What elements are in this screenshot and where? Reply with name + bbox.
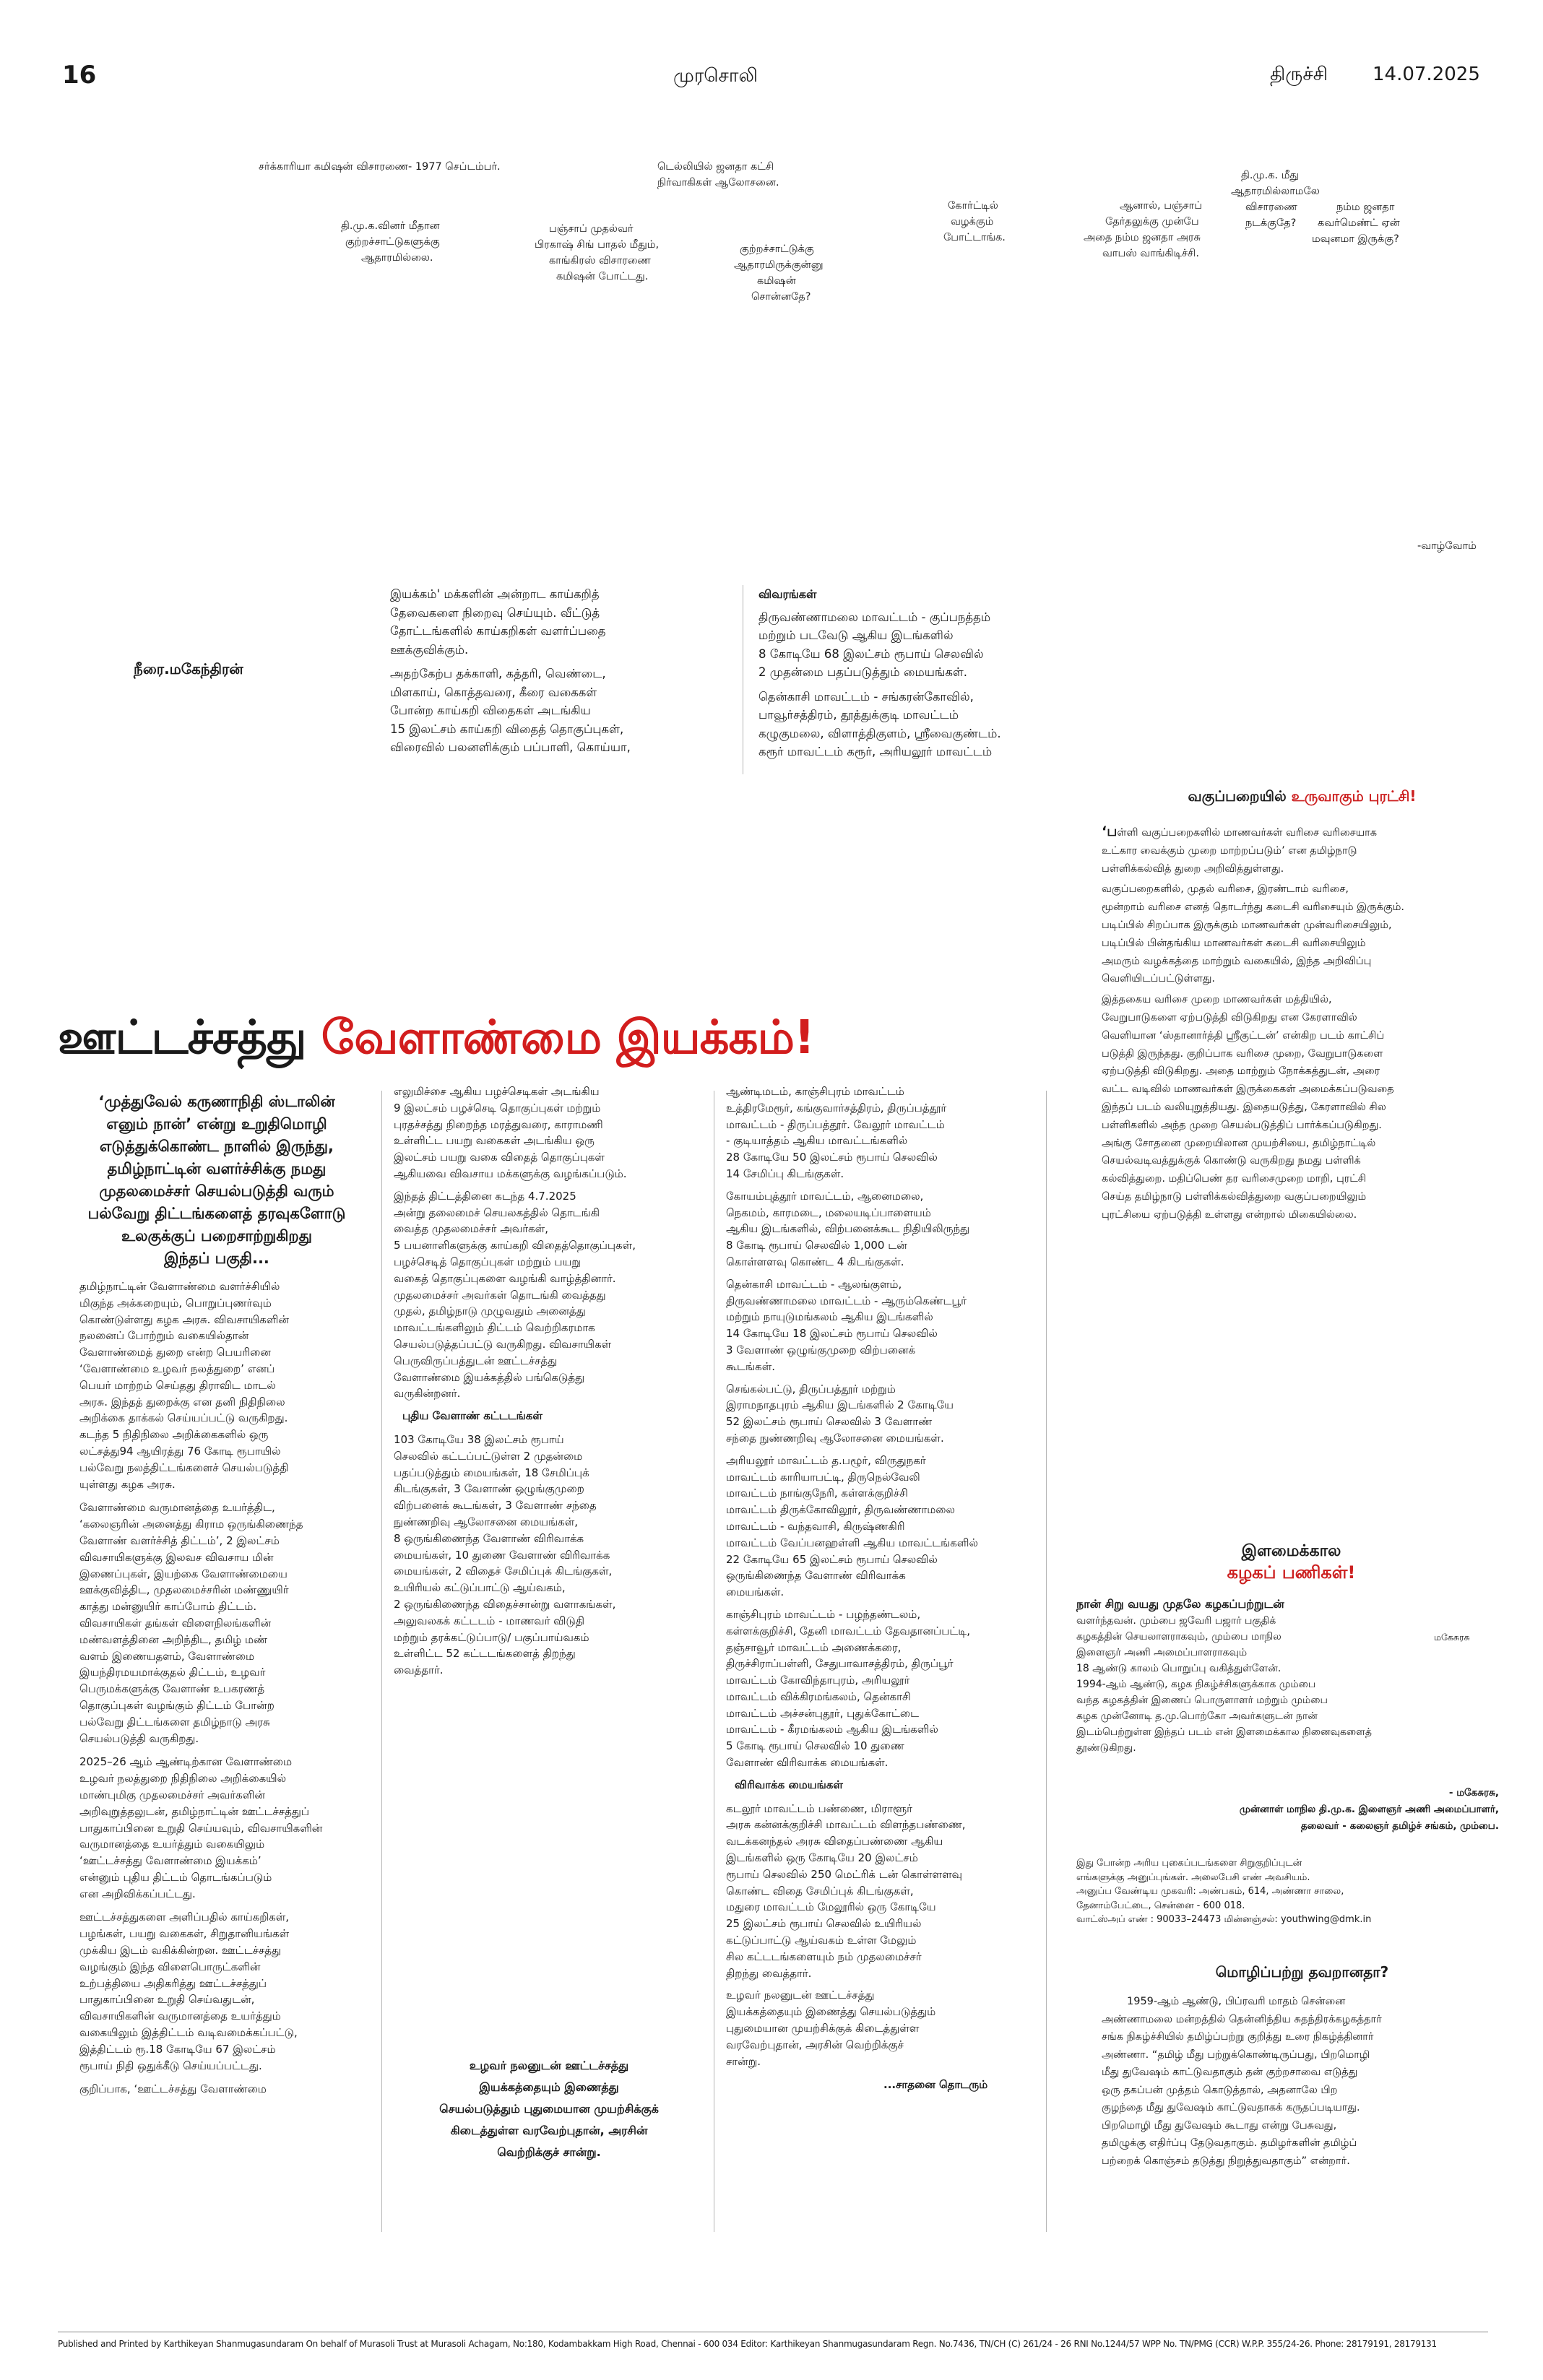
text-line: வேளாண் வளர்ச்சித் திட்டம்’, 2 இலட்சம் <box>79 1533 280 1547</box>
text-line: மையங்கள், 10 துணை வேளாண் விரிவாக்க <box>394 1548 610 1562</box>
text-line: உழவர் நலத்துறை நிதிநிலை அறிக்கையில் <box>79 1772 287 1786</box>
text-line: உயிரியல் கட்டுப்பாட்டு ஆய்வகம், <box>394 1581 566 1595</box>
signature-line: முன்னாள் மாநில தி.மு.க. இளைஞர் அணி அமைப்பாளர், <box>1239 1804 1499 1815</box>
text-line: மாவட்டம் திருக்கோவிலூர், திருவண்ணாமலை <box>726 1503 955 1517</box>
text-line: புதுமையான முயற்சிக்குக் கிடைத்துள்ள <box>726 2022 920 2035</box>
text-line: வகையிலும் இத்திட்டம் வடிவமைக்கப்பட்டு, <box>79 2026 298 2040</box>
text-line: வெளியான ‘ஸ்தானார்த்தி ஸ்ரீகுட்டன்’ என்கிற படம் காட்சிப் <box>1102 1029 1385 1042</box>
sidebar-article <box>1102 787 1503 1224</box>
text-line: வெளியிடப்பட்டுள்ளது. <box>1102 973 1216 985</box>
cartoon-bubble: பஞ்சாப் முதல்வர் <box>549 223 634 235</box>
text-line: இந்தப் படம் வலியுறுத்தியது. இதையடுத்து, கேரளாவில் சில <box>1102 1101 1386 1113</box>
column-divider <box>381 1091 382 2232</box>
text-line: மாவட்டம் காரியாபட்டி, திருநெல்வேலி <box>726 1470 920 1484</box>
cartoon-bubble: ஆதாரமில்லை. <box>361 252 433 264</box>
text-line: திருச்சிராப்பள்ளி, சேதுபாவாசத்திரம், திருப்பூர் <box>726 1657 954 1671</box>
headline-black: ஊட்டச்சத்து <box>58 1011 321 1065</box>
text-line: செய்த தமிழ்நாடு பள்ளிக்கல்வித்துறை வகுப்பறையிலும் <box>1102 1190 1367 1203</box>
text-line: 9 இலட்சம் பழச்செடி தொகுப்புகள் மற்றும் <box>394 1101 601 1115</box>
text-line: உள்ளிட்ட பயறு வகைகள் அடங்கிய ஒரு <box>394 1134 595 1148</box>
text-line: ஆகிய இடங்களில், விற்பனைக்கூட நிதியிலிருந்து <box>726 1222 970 1236</box>
text-line: பாதுகாப்பினை உறுதி செய்வதுடன், <box>79 1993 255 2007</box>
text-line: கட்டுப்பாட்டு ஆய்வகம் உள்ள மேலும் <box>726 1934 917 1947</box>
text-line: மாவட்டம் வேப்பனஹள்ளி ஆகிய மாவட்டங்களில் <box>726 1536 978 1549</box>
text-line: அதற்கேற்ப தக்காளி, கத்தரி, வெண்டை, <box>390 667 606 680</box>
cartoon-bubble: விசாரணை <box>1245 202 1297 213</box>
cartoon-bubble: போட்டாங்க. <box>943 232 1006 243</box>
text-line: கடலூர் மாவட்டம் பண்ணை, மிராளூர் <box>726 1801 913 1815</box>
cartoon-bubble: வாபஸ் வாங்கிடிச்சி. <box>1102 248 1199 259</box>
text-line: விவசாயிகள் தங்கள் விளைநிலங்களின் <box>79 1616 272 1630</box>
text-line: அண்ணாமலை மன்றத்தில் தென்னிந்திய சுதந்திரக்கழகத்தார் <box>1102 2013 1382 2025</box>
text-line: 52 இலட்சம் ரூபாய் செலவில் 3 வேளாண் <box>726 1415 933 1429</box>
text-line: காத்து மன்னுயிர் காப்போம் திட்டம். <box>79 1600 257 1614</box>
text-line: சான்று. <box>726 2054 761 2068</box>
text-line <box>1102 823 1503 842</box>
text-line: வைத்தார். <box>394 1663 444 1677</box>
text-line: அங்கு சோதனை முறையிலான முயற்சியை, தமிழ்நாட்டில் <box>1102 1137 1376 1149</box>
text-line: மாவட்டம் நாங்குநேரி, கள்ளக்குறிச்சி <box>726 1487 908 1500</box>
text-line: கழகத்தின் செயலாளராகவும், மும்பை மாநில <box>1076 1631 1281 1643</box>
continued-note: ...சாதனை தொடரும் <box>883 2078 988 2092</box>
text-line: தஞ்சாவூர் மாவட்டம் அணைக்கரை, <box>726 1640 902 1654</box>
text-line: பழச்செடித் தொகுப்புகள் மற்றும் பயறு <box>394 1255 581 1268</box>
text-line: உட்கார வைக்கும் முறை மாற்றப்படும்’ என தமிழ்நாடு <box>1102 844 1357 857</box>
text-line: 28 கோடியே 50 இலட்சம் ரூபாய் செலவில் <box>726 1151 938 1164</box>
text-line: வகுப்பறைகளில், முதல் வரிசை, இரண்டாம் வரிசை, <box>1102 883 1349 896</box>
text-line: சில கட்டடங்களையும் நம் முதலமைச்சர் <box>726 1950 922 1963</box>
text-line: அலுவலகக் கட்டடம் - மாணவர் விடுதி <box>394 1614 585 1627</box>
text-line: இடம்பெற்றுள்ள இந்தப் படம் என் இளமைக்கால நினைவுகளைத் <box>1076 1726 1372 1738</box>
text-line: மற்றும் படவேடு ஆகிய இடங்களில் <box>758 628 954 642</box>
cartoon-bubble: வழக்கும் <box>951 216 994 228</box>
text-line: அண்ணா. “தமிழ் மீது பற்றுக்கொண்டிருப்பது, பிறமொழி <box>1102 2048 1370 2061</box>
text-line: இணைப்புகள், இயற்கை வேளாண்மையை <box>79 1567 288 1580</box>
text-line: 2 ஒருங்கிணைந்த விதைச்சான்று வளாகங்கள், <box>394 1597 616 1611</box>
text-line: ரூபாய் செலவில் 250 மெட்ரிக் டன் கொள்ளளவு <box>726 1867 962 1881</box>
text-line: வேளாண்மைத் துறை என்ற பெயரினை <box>79 1346 271 1359</box>
cartoon-bubble: நிர்வாகிகள் ஆலோசனை. <box>657 177 779 189</box>
text-line: கழுகுமலை, விளாத்திகுளம், ஸ்ரீவைகுண்டம். <box>758 726 1001 740</box>
youth-title-red: கழகப் பணிகள்! <box>1227 1562 1356 1583</box>
text-line: வேளாண்மை வருமானத்தை உயர்த்திட, <box>79 1501 275 1515</box>
intro-line: தமிழ்நாட்டின் வளர்ச்சிக்கு நமது <box>107 1160 327 1177</box>
text-line: கரூர் மாவட்டம் கரூர், அரியலூர் மாவட்டம் <box>758 745 993 758</box>
cartoon-panel <box>58 137 1488 563</box>
cartoon-bubble: தி.மு.க.வினர் மீதான <box>341 220 440 232</box>
cartoon-bubble: குற்றச்சாட்டுகளுக்கு <box>345 236 440 248</box>
main-headline <box>58 1011 814 1070</box>
intro-line: உலகுக்குப் பறைசாற்றுகிறது <box>121 1227 312 1245</box>
text-line: மாவட்டம் - திருப்பத்தூர். வேலூர் மாவட்டம் <box>726 1117 945 1131</box>
cartoon-bubble: அதை நம்ம ஜனதா அரசு <box>1084 232 1201 243</box>
text-line: மையங்கள். <box>726 1585 785 1599</box>
cartoon-bubble: சொன்னதே? <box>751 291 811 303</box>
dropcap: ‘ப <box>1102 823 1118 839</box>
text-line: தென்காசி மாவட்டம் - ஆலங்குளம், <box>726 1277 902 1291</box>
cartoon-bubble: குற்றச்சாட்டுக்கு <box>740 243 814 255</box>
text-line: மூன்றாம் வரிசை எனத் தொடர்ந்து கடைசி வரிசையும் இருக்கும். <box>1102 901 1405 914</box>
text-line: வைத்த முதலமைச்சர் அவர்கள், <box>394 1222 548 1236</box>
text-line: மிளகாய், கொத்தவரை, கீரை வகைகள் <box>390 685 597 699</box>
signature-line: - மகேசுரசு, <box>1448 1787 1499 1799</box>
cartoon-signoff: -வாழ்வோம் <box>1417 540 1477 552</box>
contact-line: அனுப்ப வேண்டிய முகவரி: அண்பகம், 614, அண்ணா சாலை, <box>1076 1886 1344 1897</box>
text-line: கூடங்கள். <box>726 1359 776 1373</box>
text-line <box>1076 1596 1506 1613</box>
text-line: மீது துவேஷம் காட்டுவதாகும் தன் குற்றசாவை எடுத்து <box>1102 2067 1358 2078</box>
text-line: பழங்கள், பயறு வகைகள், சிறுதானியங்கள் <box>79 1927 290 1941</box>
text-line: அரசு கன்னக்குறிச்சி மாவட்டம் விளந்தபண்ணை, <box>726 1818 966 1832</box>
text-line: இடங்களில் ஒரு கோடியே 20 இலட்சம் <box>726 1851 918 1865</box>
edition-name: திருச்சி <box>1270 64 1328 85</box>
text-line: கொண்ட விதை சேமிப்புக் கிடங்குகள், <box>726 1884 914 1897</box>
text-line: நலனைப் போற்றும் வகையில்தான் <box>79 1329 249 1343</box>
text-line: பல்வேறு நலத்திட்டங்களைச் செயல்படுத்தி <box>79 1461 289 1474</box>
text-line: என அறிவிக்கப்பட்டது. <box>79 1887 196 1900</box>
text-line: செயல்வடிவத்துக்குக் கொண்டு வருகிறது நமது பள்ளிக் <box>1102 1155 1361 1167</box>
text-line: 1959-ஆம் ஆண்டு, பிப்ரவரி மாதம் சென்னை <box>1127 1996 1346 2007</box>
cartoon-bubble: மவுனமா இருக்கு? <box>1312 233 1399 245</box>
text-line: சந்தை நுண்ணறிவு ஆலோசனை மையங்கள். <box>726 1431 944 1445</box>
text-line: முதலமைச்சர் அவர்கள் தொடங்கி வைத்தது <box>394 1288 606 1302</box>
text-line: லட்சத்து94 ஆயிரத்து 76 கோடி ரூபாயில் <box>79 1444 281 1458</box>
text-line: ஊக்குவித்திட, முதலமைச்சரின் மண்ணுயிர் <box>79 1583 289 1597</box>
text-line: வருமானத்தை உயர்த்தும் வகையிலும் <box>79 1838 265 1851</box>
text-line: வேளாண்மை இயக்கத்தில் பங்கெடுத்து <box>394 1370 585 1384</box>
text-line: இயக்கத்தையும் இணைத்து செயல்படுத்தும் <box>726 2005 936 2019</box>
text-line: 8 கோடியே 68 இலட்சம் ரூபாய் செலவில் <box>758 646 984 661</box>
cartoonist-name: நீரை.மகேந்திரன் <box>134 660 243 678</box>
text-line: கடந்த 5 நிதிநிலை அறிக்கைகளில் ஒரு <box>79 1428 269 1442</box>
text-line: வட்ட வடிவில் மாணவர்கள் இருக்கைகள் அமைக்கப்படுவதை <box>1102 1083 1394 1096</box>
text-line: வருகின்றனர். <box>394 1387 461 1401</box>
text-line: ரூபாய் நிதி ஒதுக்கீடு செய்யப்பட்டது. <box>79 2059 262 2072</box>
text-line: இளைஞர் அணி அமைப்பாளராகவும் <box>1076 1647 1248 1658</box>
text-line: 14 சேமிப்பு கிடங்குகள். <box>726 1167 844 1180</box>
text-line: வகைத் தொகுப்புகளை வழங்கி வாழ்த்தினார். <box>394 1271 616 1285</box>
text-line: விற்பனைக் கூடங்கள், 3 வேளாண் சந்தை <box>394 1499 597 1513</box>
text-line: மாண்புமிகு முதலமைச்சர் அவர்களின் <box>79 1788 265 1801</box>
text-line: 14 கோடியே 18 இலட்சம் ரூபாய் செலவில் <box>726 1327 938 1341</box>
intro-line: ‘முத்துவேல் கருணாநிதி ஸ்டாலின் <box>98 1093 335 1110</box>
text-line: சங்க நிகழ்ச்சியில் தமிழ்ப்பற்று குறித்து உரை நிகழ்த்தினார் <box>1102 2031 1374 2043</box>
text-line: இராமநாதபுரம் ஆகிய இடங்களில் 2 கோடியே <box>726 1398 954 1412</box>
footer-imprint: Published and Printed by Karthikeyan Shanmugasundaram On behalf of Murasoli Trust at Murasoli Achagam, No:180, Kodambakkam High Road, Chennai - 600 034 Editor: Karthikeyan Shanmugasundaram Regn. No.7436, TN/CH (C) 261/24 - 26 RNI No.1244/57 WPP No. TN/PMG (CCR) W.P.P. 355/24-26. Phone: 28179191, 28179131 <box>58 2339 1437 2349</box>
cartoon-bubble: நம்ம ஜனதா <box>1336 202 1395 213</box>
text-line: திருவண்ணாமலை மாவட்டம் - குப்பநத்தம் <box>758 610 991 624</box>
intro-line: பல்வேறு திட்டங்களைத் தரவுகளோடு <box>87 1205 346 1222</box>
text-line: படிப்பில் பின்தங்கிய மாணவர்கள் கடைசி வரிசையிலும் <box>1102 937 1366 949</box>
text-line: தேவைகளை நிறைவு செய்யும். வீட்டுத் <box>390 605 600 620</box>
text-line: மையங்கள், 2 விதைச் சேமிப்புக் கிடங்குகள், <box>394 1565 613 1578</box>
text-line: வந்த கழகத்தின் இணைப் பொருளாளர் மற்றும் மும்பை <box>1076 1695 1328 1706</box>
text-line: 5 பயனாளிகளுக்கு காய்கறி விதைத்தொகுப்புகள், <box>394 1239 636 1252</box>
text-line: தூண்டுகிறது. <box>1076 1742 1136 1754</box>
text-line: கொண்டுள்ளது கழக அரசு. விவசாயிகளின் <box>79 1312 289 1326</box>
text-line: விரைவில் பலனளிக்கும் பப்பாளி, கொய்யா, <box>390 740 631 754</box>
text-line: பெருவிருப்பத்துடன் ஊட்டச்சத்து <box>394 1354 558 1367</box>
cartoon-bubble: தேர்தலுக்கு முன்பே <box>1105 216 1199 228</box>
text-line: இயக்கம்' மக்களின் அன்றாட காய்கறித் <box>390 587 600 601</box>
text-line: ஒருங்கிணைந்த வேளாண் விரிவாக்க <box>726 1569 906 1583</box>
text-line: மற்றும் தரக்கட்டுப்பாடு/ பகுப்பாய்வகம் <box>394 1630 589 1644</box>
text-line: ஒரு தகப்பன் முத்தம் கொடுத்தால், அதனாலே பிற <box>1102 2084 1338 2096</box>
text-line: வேறுபாடுகளை ஏற்படுத்தி விடுகிறது என கேரளாவில் <box>1102 1011 1357 1024</box>
text-line: திறந்து வைத்தார். <box>726 1966 812 1980</box>
main-col3 <box>726 1083 1037 2093</box>
page-number: 16 <box>62 61 97 90</box>
text-line: வளம் இணையதளம், வேளாண்மை <box>79 1649 255 1663</box>
text-line: 2025–26 ஆம் ஆண்டிற்கான வேளாண்மை <box>79 1755 293 1769</box>
cartoon-bubble: ஆனால், பஞ்சாப் <box>1120 200 1202 212</box>
text-line: மாவட்டம் - வந்தவாசி, கிருஷ்ணகிரி <box>726 1519 905 1533</box>
text-line: உள்ளிட்ட 52 கட்டடங்களைத் திறந்து <box>394 1647 576 1661</box>
text-line: பிறமொழி மீது துவேஷம் கூடாது என்று பேசுவது, <box>1102 2119 1337 2132</box>
text-line: ஊட்டச்சத்துகளை அளிப்பதில் காய்கறிகள், <box>79 1911 290 1924</box>
dropcap: நான் சிறு வயது முதலே கழகப்பற்றுடன் <box>1076 1597 1284 1611</box>
text-line: விவசாயிகளின் வருமானத்தை உயர்த்தும் <box>79 2009 281 2023</box>
text-line: வளர்ந்தவன். மும்பை ஜவேரி பஜார் பகுதிக் <box>1076 1615 1276 1627</box>
main-intro <box>58 1091 376 1270</box>
text-line: 25 இலட்சம் ரூபாய் செலவில் உயிரியல் <box>726 1917 922 1931</box>
text-line: பள்ளிக்கல்வித் துறை அறிவித்துள்ளது. <box>1102 862 1284 875</box>
text-line: கிடங்குகள், 3 வேளாண் ஒழுங்குமுறை <box>394 1482 584 1496</box>
text-line: 8 கோடி ரூபாய் செலவில் 1,000 டன் <box>726 1239 907 1252</box>
main-col2 <box>394 1083 704 1679</box>
quote-line: உழவர் நலனுடன் ஊட்டச்சத்து <box>469 2059 629 2072</box>
text-line: மாவட்டம் - கீரமங்கலம் ஆகிய இடங்களில் <box>726 1723 938 1736</box>
text-line: செலவில் கட்டப்பட்டுள்ள 2 முதன்மை <box>394 1449 583 1463</box>
sidebar-heading <box>1102 787 1503 807</box>
text-line: போன்ற காய்கறி விதைகள் அடங்கிய <box>390 704 591 717</box>
text-line: அன்று தலைமைச் செயலகத்தில் தொடங்கி <box>394 1206 600 1219</box>
text-line: வழங்கும் இந்த விளைபொருட்களின் <box>79 1960 261 1973</box>
text-line: கள்ளக்குறிச்சி, தேனி மாவட்டம் தேவதானப்பட்டி, <box>726 1624 971 1637</box>
cartoon-bubble: சர்க்காரியா கமிஷன் விசாரணை- 1977 செப்டம்பர். <box>259 161 501 173</box>
text-line: மாவட்டம் கோவிந்தாபுரம், அரியலூர் <box>726 1674 910 1687</box>
language-heading: மொழிப்பற்று தவறானதா? <box>1215 1963 1389 1981</box>
text-span: ள்ளி வகுப்பறைகளில் மாணவர்கள் வரிசை வரிசையாக <box>1117 827 1378 839</box>
text-line: கல்வித்துறை. மதிப்பெண் தர வரிசைமுறை மாறி, புரட்சி <box>1102 1173 1367 1185</box>
text-line: மாவட்டம் விக்கிரமங்கலம், தென்காசி <box>726 1689 911 1703</box>
text-line: என்னும் புதிய திட்டம் தொடங்கப்படும் <box>79 1870 272 1884</box>
text-line: ஆகியவை விவசாய மக்களுக்கு வழங்கப்படும். <box>394 1167 627 1180</box>
subheading: விரிவாக்க மையங்கள் <box>735 1778 843 1791</box>
text-line: மதுரை மாவட்டம் மேலூரில் ஒரு கோடியே <box>726 1900 936 1914</box>
text-line: உழவர் நலனுடன் ஊட்டச்சத்து <box>726 1989 875 2002</box>
text-line: பெயர் மாற்றம் செய்தது திராவிட மாடல் <box>79 1378 276 1392</box>
text-line: புரதச்சத்து நிறைந்த மரத்துவரை, காராமணி <box>394 1117 603 1131</box>
text-line: 103 கோடியே 38 இலட்சம் ரூபாய் <box>394 1432 564 1446</box>
quote-line: கிடைத்துள்ள வரவேற்புதான், அரசின் <box>450 2124 648 2137</box>
contact-line: தேனாம்பேட்டை, சென்னை - 600 018. <box>1076 1900 1245 1911</box>
text-line: பாவூர்சத்திரம், தூத்துக்குடி மாவட்டம் <box>758 708 959 722</box>
text-line: பற்றைக் கொஞ்சம் தடுத்து நிறுத்துவதாகும்” என்றார். <box>1102 2155 1350 2167</box>
sidebar-heading-black: வகுப்பறையில் <box>1188 787 1292 805</box>
text-line: 2 முதன்மை பதப்படுத்தும் மையங்கள். <box>758 665 968 679</box>
text-line: தோட்டங்களில் காய்கறிகள் வளர்ப்பதை <box>390 624 606 638</box>
text-line: 1994-ஆம் ஆண்டு, கழக நிகழ்ச்சிகளுக்காக மும்பை <box>1076 1679 1316 1690</box>
text-line: செங்கல்பட்டு, திருப்பத்தூர் மற்றும் <box>726 1382 896 1395</box>
text-line: ஆண்டிமடம், காஞ்சிபுரம் மாவட்டம் <box>726 1085 904 1098</box>
text-line: கொள்ளளவு கொண்ட 4 கிடங்குகள். <box>726 1255 904 1268</box>
cartoon-bubble: கமிஷன் போட்டது. <box>556 271 649 282</box>
text-line: ‘வேளாண்மை உழவர் நலத்துறை’ எனப் <box>79 1362 275 1375</box>
text-line: ஊக்குவிக்கும். <box>390 642 469 657</box>
cartoon-bubble: பிரகாஷ் சிங் பாதல் மீதும், <box>535 239 660 251</box>
quote-line: வெற்றிக்குச் சான்று. <box>497 2145 601 2159</box>
text-line: வேளாண் விரிவாக்க மையங்கள். <box>726 1756 889 1770</box>
text-line: நுண்ணறிவு ஆலோசனை மையங்கள், <box>394 1515 579 1528</box>
text-line: ‘ஊட்டச்சத்து வேளாண்மை இயக்கம்’ <box>79 1854 262 1868</box>
text-line: வடக்கனந்தல் அரசு விதைப்பண்ணை ஆகிய <box>726 1835 943 1848</box>
intro-line: எடுத்துக்கொண்ட நாளில் இருந்து, <box>100 1138 334 1155</box>
text-line: இத்திட்டம் ரூ.18 கோடியே 67 இலட்சம் <box>79 2042 276 2056</box>
text-line: பள்ளிகளில் அந்த முறை செயல்படுத்திப் பார்க்கப்படுகிறது. <box>1102 1119 1382 1131</box>
contact-line: இது போன்ற அரிய புகைப்படங்களை சிறுகுறிப்புடன் <box>1076 1858 1302 1869</box>
cartoon-bubble: தி.மு.க. மீது <box>1241 170 1299 181</box>
text-line: அரியலூர் மாவட்டம் த.பழூர், விருதுநகர் <box>726 1453 926 1467</box>
subheading: புதிய வேளாண் கட்டடங்கள் <box>402 1409 543 1423</box>
text-line: தமிழுக்கு எதிர்ப்பு தேடுவதாகும். தமிழர்களின் தமிழ்ப் <box>1102 2137 1357 2149</box>
cartoon-bubble: ஆதாரமில்லாமலே <box>1231 186 1320 197</box>
text-line: பாதுகாப்பினை உறுதி செய்யவும், விவசாயிகளின் <box>79 1821 323 1835</box>
text-line: முக்கிய இடம் வகிக்கின்றன. ஊட்டச்சத்து <box>79 1944 282 1957</box>
text-line: குறிப்பாக, ‘ஊட்டச்சத்து வேளாண்மை <box>79 2082 267 2096</box>
column-divider <box>1046 1091 1047 2232</box>
quote-line: இயக்கத்தையும் இணைத்து <box>479 2080 619 2094</box>
text-line: இந்தத் திட்டத்தினை கடந்த 4.7.2025 <box>394 1189 576 1203</box>
text-line: மற்றும் நாயுடுமங்கலம் ஆகிய இடங்களில் <box>726 1310 933 1324</box>
text-line: கோயம்புத்தூர் மாவட்டம், ஆனைமலை, <box>726 1189 924 1203</box>
text-line: இயந்திரமயமாக்குதல் திட்டம், உழவர் <box>79 1666 266 1679</box>
cartoon-bubble: டெல்லியில் ஜனதா கட்சி <box>657 161 774 173</box>
text-line: 3 வேளாண் ஒழுங்குமுறை விற்பனைக் <box>726 1343 916 1356</box>
cartoon-bubble: ஆதாரமிருக்குன்னு <box>734 259 824 271</box>
text-line: விவசாயிகளுக்கு இலவச விவசாய மின் <box>79 1550 274 1564</box>
text-line: உத்திரமேரூர், கங்குவார்சத்திரம், திருப்பத்தூர் <box>726 1101 947 1115</box>
cartoon-bubble: காங்கிரஸ் விசாரணை <box>549 255 651 267</box>
youth-box <box>1076 1542 1506 1927</box>
text-line: செயல்படுத்தி வருகிறது. <box>79 1731 199 1745</box>
cartoon-bubble: நடக்குதே? <box>1245 217 1297 229</box>
photo-caption: மகேசுரசு <box>1434 1632 1470 1643</box>
text-line: யுள்ளது கழக அரசு. <box>79 1477 176 1491</box>
text-line: தொகுப்புகள் வழங்கும் திட்டம் போன்ற <box>79 1698 275 1712</box>
top-article-col2 <box>758 585 1047 761</box>
text-line: ‘கலைஞரின் அனைத்து கிராம ஒருங்கிணைந்த <box>79 1518 303 1531</box>
youth-title-black: இளமைக்கால <box>1241 1542 1341 1560</box>
youth-title <box>1076 1542 1506 1585</box>
text-line: 22 கோடியே 65 இலட்சம் ரூபாய் செலவில் <box>726 1552 938 1566</box>
text-line: அறிவுறுத்தலுடன், தமிழ்நாட்டின் ஊட்டச்சத்துப் <box>79 1804 310 1818</box>
text-line: அறிக்கை தாக்கல் செய்யப்பட்டு வருகிறது. <box>79 1411 288 1425</box>
text-line: மிகுந்த அக்கறையும், பொறுப்புணர்வும் <box>79 1296 272 1310</box>
contact-line: எங்களுக்கு அனுப்புங்கள். அலைபேசி எண் அவசியம். <box>1076 1871 1310 1883</box>
text-line: படுத்தி இருந்தது. குறிப்பாக வரிசை முறை, வேறுபாடுகளை <box>1102 1047 1383 1060</box>
intro-line: முதலமைச்சர் செயல்படுத்தி வரும் <box>99 1182 334 1200</box>
text-line: மண்வளத்தினை அறிந்திட, தமிழ் மண் <box>79 1632 268 1646</box>
intro-line: எனும் நான்’ என்று உறுதிமொழி <box>106 1115 327 1133</box>
cartoon-bubble: கமிஷன் <box>757 275 796 287</box>
text-line: 18 ஆண்டு காலம் பொறுப்பு வகித்துள்ளேன். <box>1076 1663 1281 1674</box>
contact-line: வாட்ஸ்அப் எண் : 90033–24473 மின்னஞ்சல்: youthwing@dmk.in <box>1076 1914 1372 1925</box>
signature-line: தலைவர் - கலைஞர் தமிழ்ச் சங்கம், மும்பை. <box>1300 1820 1499 1832</box>
text-line: குழந்தை மீது துவேஷம் காட்டுவதாகக் கருதப்படியாது. <box>1102 2102 1360 2113</box>
pull-quote <box>394 2055 704 2163</box>
text-line: முதல், தமிழ்நாடு முழுவதும் அனைத்து <box>394 1304 586 1318</box>
main-col1 <box>79 1278 368 2098</box>
text-line: படிப்பில் சிறப்பாக இருக்கும் மாணவர்கள் முன்வரிசையிலும், <box>1102 919 1392 931</box>
sidebar-heading-red: உருவாகும் புரட்சி! <box>1291 787 1417 805</box>
text-line: 15 இலட்சம் காய்கறி விதைத் தொகுப்புகள், <box>390 722 624 736</box>
cartoon-bubble: கோர்ட்டில் <box>948 200 998 212</box>
text-line: உற்பத்தியை அதிகரித்து ஊட்டச்சத்துப் <box>79 1976 267 1990</box>
quote-line: செயல்படுத்தும் புதுமையான முயற்சிக்குக் <box>439 2102 659 2116</box>
text-line: ஏற்படுத்தி விடுகிறது. அதை மாற்றும் நோக்கத்துடன், அரை <box>1102 1065 1380 1078</box>
text-line: இலட்சம் பயறு வகை விதைத் தொகுப்புகள் <box>394 1151 605 1164</box>
text-line: வரவேற்புதான், அரசின் வெற்றிக்குச் <box>726 2038 904 2051</box>
headline-red: வேளாண்மை இயக்கம்! <box>321 1011 815 1065</box>
text-line: காஞ்சிபுரம் மாவட்டம் - பழந்தண்டலம், <box>726 1607 921 1621</box>
text-line: 5 கோடி ரூபாய் செலவில் 10 துணை <box>726 1739 904 1753</box>
text-line: தமிழ்நாட்டின் வேளாண்மை வளர்ச்சியில் <box>79 1280 280 1293</box>
text-line: திருவண்ணாமலை மாவட்டம் - ஆரும்கெண்டபூர் <box>726 1294 967 1307</box>
text-line: எலுமிச்சை ஆகிய பழச்செடிகள் அடங்கிய <box>394 1085 600 1098</box>
text-line: பெருமக்களுக்கு வேளாண் உபகரணத் <box>79 1682 265 1696</box>
text-line: - குடியாத்தம் ஆகிய மாவட்டங்களில் <box>726 1134 908 1148</box>
text-line: அரசு. இந்தத் துறைக்கு என தனி நிதிநிலை <box>79 1395 285 1408</box>
top-article-col1 <box>390 585 730 757</box>
text-line: மாவட்டங்களிலும் திட்டம் வெற்றிகரமாக <box>394 1321 595 1335</box>
text-line: பதப்படுத்தும் மையங்கள், 18 சேமிப்புக் <box>394 1466 589 1479</box>
text-line: செயல்படுத்தப்பட்டு வருகிறது. விவசாயிகள் <box>394 1337 612 1351</box>
subheading: விவரங்கள் <box>758 587 817 601</box>
intro-line: இந்தப் பகுதி... <box>164 1250 269 1267</box>
text-line: புரட்சியை ஏற்படுத்தி உள்ளது என்றால் மிகையில்லை. <box>1102 1208 1357 1221</box>
text-line: இத்தகைய வரிசை முறை மாணவர்கள் மத்தியில், <box>1102 994 1332 1006</box>
text-line: மாவட்டம் அச்சன்புதூர், புதுக்கோட்டை <box>726 1706 920 1720</box>
text-line: அமரும் வழக்கத்தை மாற்றும் வகையில், இந்த அறிவிப்பு <box>1102 955 1372 967</box>
text-line: கழக முன்னோடி த.மு.பொற்கோ அவர்களுடன் நான் <box>1076 1710 1318 1722</box>
cartoon-bubble: கவர்மெண்ட் ஏன் <box>1318 217 1400 229</box>
issue-date: 14.07.2025 <box>1373 64 1480 85</box>
text-line: தென்காசி மாவட்டம் - சங்கரன்கோவில், <box>758 689 974 704</box>
text-line: பல்வேறு திட்டங்களை தமிழ்நாடு அரசு <box>79 1715 270 1728</box>
text-line: 8 ஒருங்கிணைந்த வேளாண் விரிவாக்க <box>394 1531 584 1545</box>
language-article <box>1102 1963 1503 2170</box>
text-line: நெகமம், காரமடை, மலையடிப்பாளையம் <box>726 1206 931 1219</box>
paper-name: முரசொலி <box>673 65 758 87</box>
